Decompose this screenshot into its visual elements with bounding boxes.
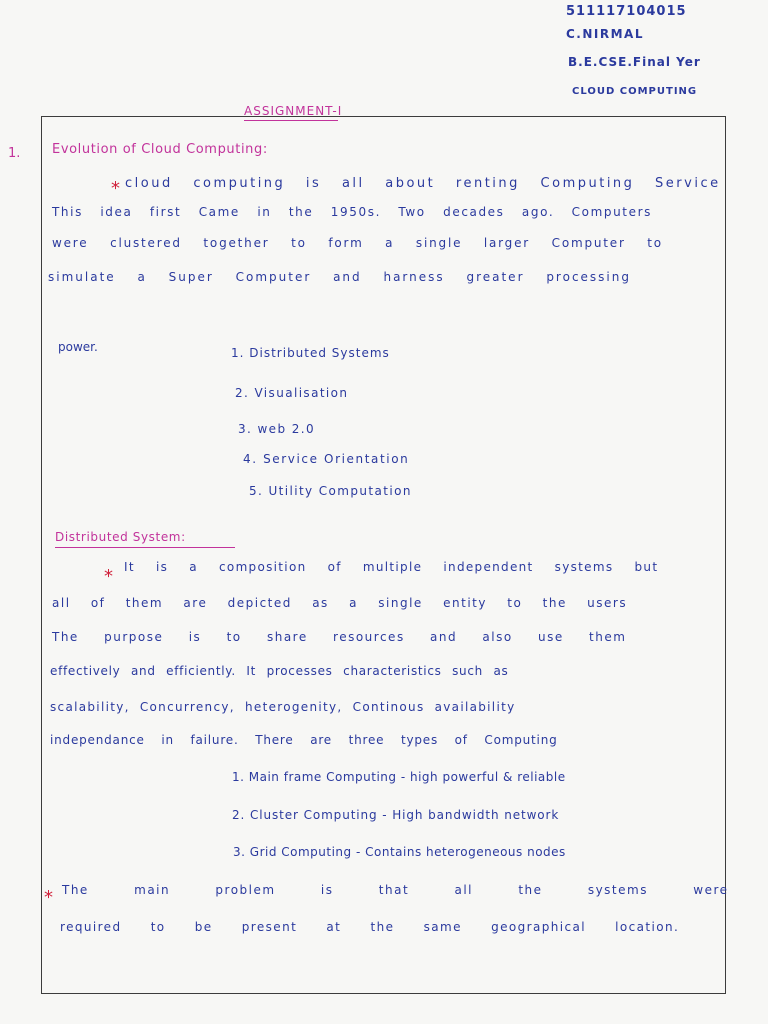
list2-item-1: 1. Main frame Computing - high powerful & reliable — [232, 770, 566, 784]
list1-item-2: 2. Visualisation — [235, 386, 349, 400]
list1-item-4: 4. Service Orientation — [243, 452, 410, 466]
list2-item-3: 3. Grid Computing - Contains heterogeneous nodes — [233, 845, 566, 859]
list1-item-1: 1. Distributed Systems — [231, 346, 390, 360]
section1-number: 1. — [8, 146, 21, 161]
list1-item-3: 3. web 2.0 — [238, 422, 315, 436]
subject-name: CLOUD COMPUTING — [572, 86, 698, 97]
section1-heading: Evolution of Cloud Computing: — [52, 142, 268, 157]
section1-line-3: were clustered together to form a single larger Computer to — [52, 236, 663, 250]
list2-item-2: 2. Cluster Computing - High bandwidth network — [232, 808, 560, 822]
section2-line-4: effectively and efficiently. It processes characteristics such as — [50, 664, 509, 678]
section1-bullet: * — [111, 178, 120, 199]
section1-line-4: simulate a Super Computer and harness greater processing — [48, 270, 631, 284]
student-name: C.NIRMAL — [566, 27, 644, 41]
section2-heading: Distributed System: — [55, 530, 186, 544]
section2-bullet: * — [104, 566, 113, 587]
register-number: 511117104015 — [566, 4, 687, 19]
section2-line-2: all of them are depicted as a single entity to the users — [52, 596, 628, 610]
section1-line-2: This idea first Came in the 1950s. Two decades ago. Computers — [52, 205, 652, 219]
section1-line-5: power. — [58, 340, 98, 354]
section2-line-5: scalability, Concurrency, heterogenity, Continous availability — [50, 700, 516, 714]
section2-line-6: independance in failure. There are three types of Computing — [50, 733, 558, 747]
section2-line-7: The main problem is that all the systems were — [62, 883, 729, 897]
section2-bullet-2: * — [44, 887, 53, 908]
section2-line-8: required to be present at the same geographical location. — [60, 920, 680, 934]
assignment-title: ASSIGNMENT-I — [244, 104, 343, 118]
section2-line-3: The purpose is to share resources and also use them — [52, 630, 627, 644]
section2-line-1: It is a composition of multiple independent systems but — [124, 560, 659, 574]
section2-underline — [55, 547, 235, 548]
section1-line-1: cloud computing is all about renting Computing Service — [125, 176, 721, 191]
course-year: B.E.CSE.Final Yer — [568, 55, 701, 69]
list1-item-5: 5. Utility Computation — [249, 484, 412, 498]
